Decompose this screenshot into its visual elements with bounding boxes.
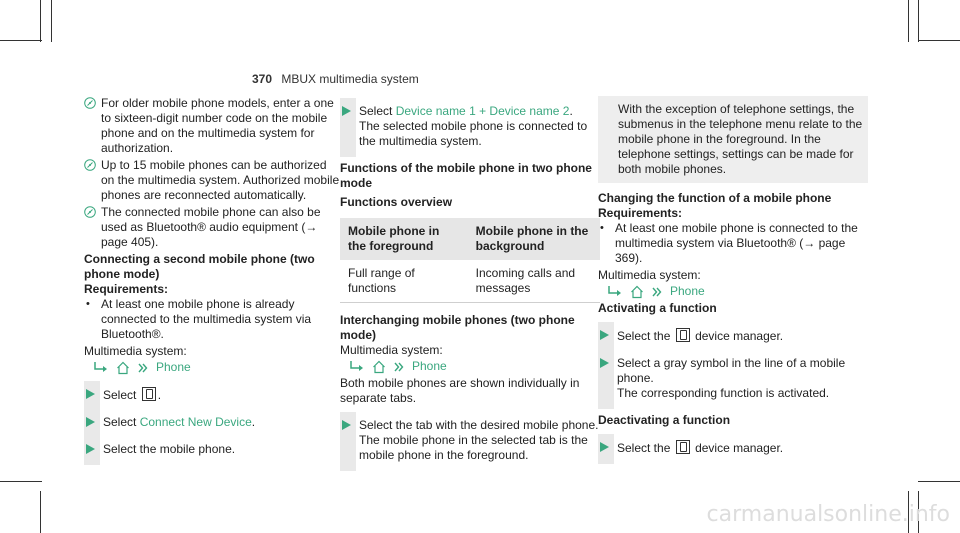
step-item: Select the device manager. [598, 440, 868, 456]
step-result: The selected mobile phone is connected to the multimedia system. [359, 119, 588, 148]
crop-mark [0, 40, 42, 41]
nav-phone[interactable]: Phone [670, 284, 705, 298]
device-manager-icon[interactable] [676, 440, 690, 454]
note-text: For older mobile phone models, enter a one to sixteen-digit number code on the mobile phone and on the multimedia system for authorization. [101, 96, 334, 155]
column-3 [598, 96, 868, 468]
section-heading: Connecting a second mobile phone (two phone mode) [84, 252, 315, 281]
step-arrow-icon [342, 106, 351, 116]
system-label: Multimedia system: [598, 268, 701, 282]
step-result: The mobile phone in the selected tab is the mobile phone in the foreground. [359, 433, 588, 462]
note-item [84, 205, 340, 250]
chevron-right-icon [394, 362, 404, 372]
note-item [84, 158, 340, 203]
page-header [252, 72, 419, 86]
chevron-right-icon [652, 287, 662, 297]
step-arrow-icon [600, 358, 609, 368]
requirements-label: Requirements: [84, 282, 169, 296]
note-text: ® audio equipment (→ page 405). [101, 220, 318, 249]
step-arrow-icon [86, 417, 95, 427]
step-item: Select . [84, 387, 340, 403]
requirement-item [598, 221, 868, 266]
column-2 [340, 96, 600, 475]
system-label: Multimedia system: [340, 343, 443, 357]
step-text: Select the mobile phone. [103, 442, 236, 456]
section-heading: Changing the function of a mobile phone [598, 191, 832, 205]
bullet-icon: • [600, 222, 604, 234]
table-cell: Incoming calls and messages [468, 260, 600, 303]
crop-mark [40, 0, 41, 42]
info-box-text: With the exception of telephone settings, the submenus in the telephone menu relate to the mobile phone in the foreground. In the telephone settings, settings can be made for both mobile phones. [618, 102, 863, 176]
table-header: Mobile phone in the background [468, 218, 600, 260]
home-icon[interactable] [630, 285, 644, 299]
step-text: Select [103, 388, 137, 402]
note-text: The connected mobile phone can also be used as Bluetooth [101, 205, 321, 234]
table-cell: Full range of functions [340, 260, 468, 303]
step-text: Select the tab with the desired mobile phone. [359, 418, 599, 432]
nav-arrow-icon [608, 286, 622, 298]
home-icon[interactable] [116, 361, 130, 375]
step-text: Select the [617, 441, 671, 455]
step-result: The corresponding function is activated. [617, 386, 830, 400]
nav-phone[interactable]: Phone [412, 359, 447, 373]
crop-mark [51, 0, 52, 42]
device-name-link[interactable]: Device name 1 + Device name 2 [395, 104, 570, 118]
crop-mark [0, 481, 42, 482]
watermark: carmanualsonline.info [706, 502, 950, 527]
device-manager-icon[interactable] [676, 328, 690, 342]
crop-mark [40, 491, 41, 533]
requirement-item [84, 297, 340, 342]
step-item [598, 356, 868, 401]
step-text: Select [359, 104, 393, 118]
note-item [84, 96, 340, 156]
functions-table [340, 218, 600, 303]
step-arrow-icon [342, 420, 351, 430]
step-arrow-icon [600, 330, 609, 340]
step-item: Select Device name 1 + Device name 2. The selected mobile phone is connected to the multimedia system. [340, 104, 600, 149]
chevron-right-icon [138, 363, 148, 373]
nav-path [598, 284, 868, 299]
crop-mark [908, 0, 909, 42]
nav-path [340, 359, 600, 374]
section-heading: Deactivating a function [598, 413, 731, 427]
requirement-text: At least one mobile phone is already connected to the multimedia system via Bluetooth®. [101, 297, 312, 341]
step-item [340, 418, 600, 463]
step-item: Select Connect New Device. [84, 415, 340, 430]
section-heading: Interchanging mobile phones (two phone mode) [340, 313, 575, 342]
crop-mark [918, 481, 960, 482]
nav-arrow-icon [94, 362, 108, 374]
requirements-label: Requirements: [598, 206, 683, 220]
step-item: Select the device manager. [598, 328, 868, 344]
system-label: Multimedia system: [84, 344, 187, 358]
info-icon [84, 159, 96, 171]
note-text: Up to 15 mobile phones can be authorized on the multimedia system. Authorized mobile phones are reconnected automatically. [101, 158, 340, 202]
info-icon [84, 206, 96, 218]
connect-new-device-link[interactable]: Connect New Device [139, 415, 252, 429]
info-icon [84, 97, 96, 109]
table-row [340, 260, 600, 303]
device-manager-icon[interactable] [142, 387, 156, 401]
step-text: Select a gray symbol in the line of a mobile phone. [617, 356, 846, 385]
crop-mark [918, 40, 960, 41]
step-arrow-icon [86, 444, 95, 454]
section-heading: Activating a function [598, 301, 717, 315]
table-header: Mobile phone in the foreground [340, 218, 468, 260]
subheading: Functions overview [340, 195, 453, 209]
step-arrow-icon [86, 389, 95, 399]
step-item [84, 442, 340, 457]
step-text: Select the [617, 329, 671, 343]
home-icon[interactable] [372, 360, 386, 374]
nav-phone[interactable]: Phone [156, 360, 191, 374]
nav-path [84, 360, 340, 375]
nav-arrow-icon [350, 361, 364, 373]
column-1 [84, 96, 340, 469]
crop-mark [918, 0, 919, 42]
section-heading: Functions of the mobile phone in two phone mode [340, 161, 592, 190]
info-box [598, 96, 868, 183]
bullet-icon: • [86, 298, 90, 310]
step-arrow-icon [600, 442, 609, 452]
page-title: MBUX multimedia system [281, 72, 419, 86]
requirement-text: At least one mobile phone is connected to the multimedia system via Bluetooth® (→ page 369). [615, 221, 858, 265]
step-text: Select [103, 415, 137, 429]
page-number: 370 [252, 72, 273, 86]
body-text: Both mobile phones are shown individually in separate tabs. [340, 376, 580, 405]
